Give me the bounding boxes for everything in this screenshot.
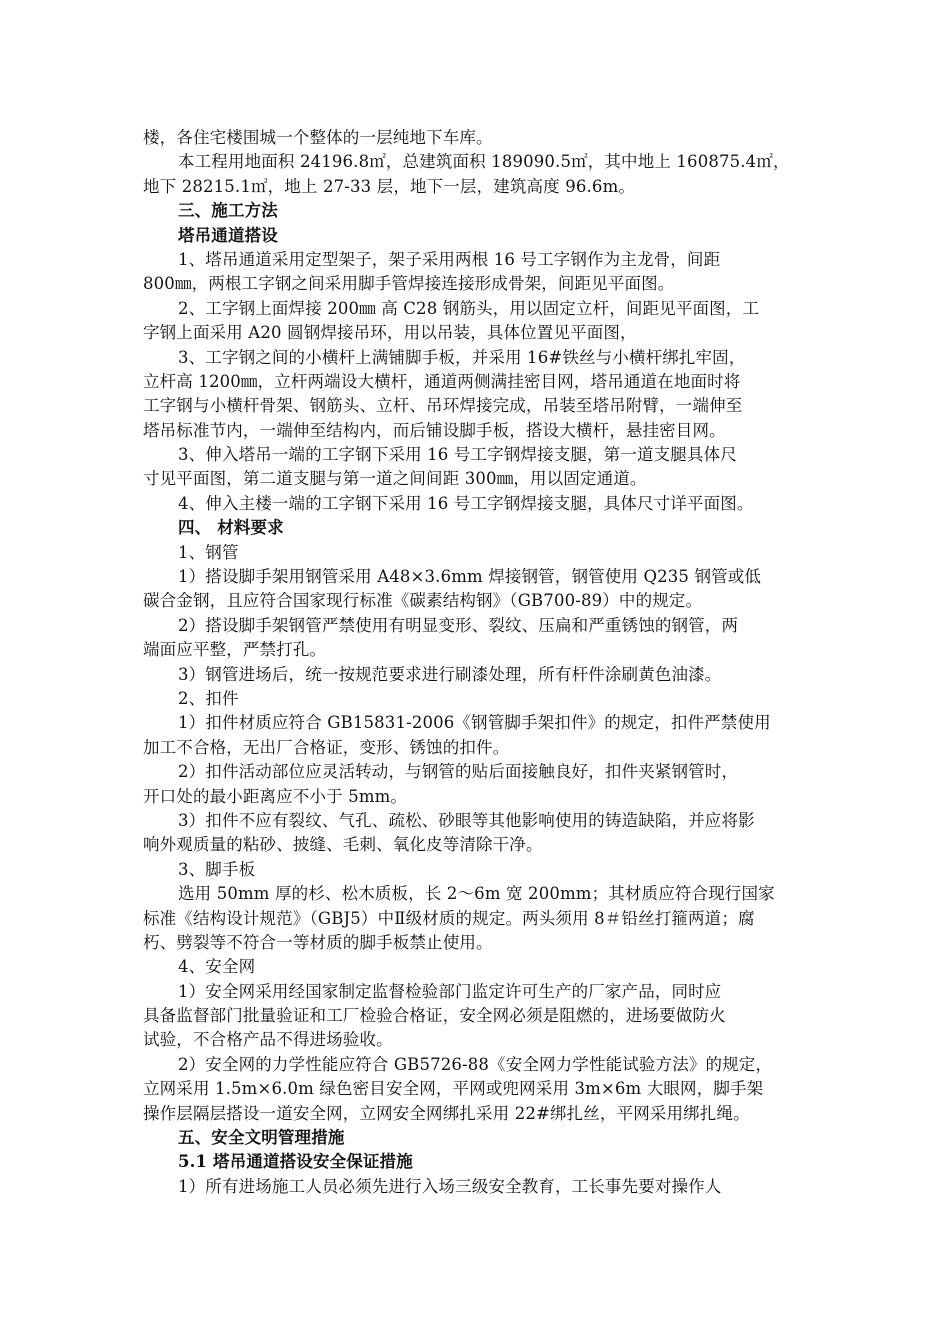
paragraph-line: 工字钢与小横杆骨架、钢筋头、立杆、吊环焊接完成，吊装至塔吊附臂，一端伸至 (143, 396, 743, 416)
paragraph-line: 试验，不合格产品不得进场验收。 (143, 1030, 393, 1050)
paragraph-line: 朽、劈裂等不符合一等材质的脚手板禁止使用。 (143, 932, 493, 952)
paragraph-line: 开口处的最小距离应不小于 5mm。 (143, 786, 408, 806)
document-body (143, 126, 818, 1199)
item-heading: 1、钢管 (178, 542, 239, 562)
paragraph-line: 端面应平整，严禁打孔。 (143, 640, 327, 660)
paragraph-line: 800㎜，两根工字钢之间采用脚手管焊接连接形成骨架，间距见平面图。 (143, 274, 675, 294)
item-heading: 2、扣件 (178, 688, 239, 708)
paragraph-line: 1）所有进场施工人员必须先进行入场三级安全教育，工长事先要对操作人 (178, 1176, 722, 1196)
subsection-heading: 塔吊通道搭设 (178, 225, 278, 245)
paragraph-line: 寸见平面图，第二道支腿与第一道之间间距 300㎜，用以固定通道。 (143, 469, 647, 489)
paragraph-line: 2）搭设脚手架钢管严禁使用有明显变形、裂纹、压扁和严重锈蚀的钢管，两 (178, 615, 739, 635)
paragraph-line: 4、伸入主楼一端的工字钢下采用 16 号工字钢焊接支腿，具体尺寸详平面图。 (178, 493, 754, 513)
paragraph-line: 地下 28215.1㎡，地上 27-33 层，地下一层，建筑高度 96.6m。 (143, 176, 636, 196)
item-heading: 3、脚手板 (178, 859, 256, 879)
item-heading: 4、安全网 (178, 957, 256, 977)
paragraph-line: 1）安全网采用经国家制定监督检验部门监定许可生产的厂家产品，同时应 (178, 981, 722, 1001)
paragraph-line: 3、工字钢之间的小横杆上满铺脚手板，并采用 16#铁丝与小横杆绑扎牢固， (178, 347, 746, 367)
paragraph-line: 响外观质量的粘砂、披缝、毛刺、氧化皮等清除干净。 (143, 835, 543, 855)
section-heading: 三、施工方法 (178, 201, 278, 221)
paragraph-line: 字钢上面采用 A20 圆钢焊接吊环，用以吊装，具体位置见平面图， (143, 323, 637, 343)
paragraph-line: 立网采用 1.5m×6.0m 绿色密目安全网，平网或兜网采用 3m×6m 大眼网，脚手架 (143, 1079, 764, 1099)
paragraph-line: 1、塔吊通道采用定型架子，架子采用两根 16 号工字钢作为主龙骨，间距 (178, 249, 721, 269)
paragraph-line: 3）扣件不应有裂纹、气孔、疏松、砂眼等其他影响使用的铸造缺陷，并应将影 (178, 810, 755, 830)
paragraph-line: 立杆高 1200㎜，立杆两端设大横杆，通道两侧满挂密目网，塔吊通道在地面时将 (143, 371, 741, 391)
section-heading: 四、 材料要求 (178, 518, 284, 538)
paragraph-line: 3）钢管进场后，统一按规范要求进行刷漆处理，所有杆件涂刷黄色油漆。 (178, 664, 722, 684)
section-heading: 五、安全文明管理措施 (178, 1128, 345, 1148)
paragraph-line: 1）搭设脚手架用钢管采用 A48×3.6mm 焊接钢管，钢管使用 Q235 钢管或低 (178, 567, 762, 587)
paragraph-line: 2）安全网的力学性能应符合 GB5726-88《安全网力学性能试验方法》的规定， (178, 1054, 773, 1074)
paragraph-line: 选用 50mm 厚的杉、松木质板，长 2～6m 宽 200mm；其材质应符合现行国家 (178, 884, 775, 904)
paragraph-line: 操作层隔层搭设一道安全网，立网安全网绑扎采用 22#绑扎丝，平网采用绑扎绳。 (143, 1103, 750, 1123)
paragraph-line: 标准《结构设计规范》（GBJ5）中Ⅱ级材质的规定。两头须用 8＃铅丝打箍两道；腐 (143, 908, 755, 928)
paragraph-line: 楼，各住宅楼围城一个整体的一层纯地下车库。 (143, 128, 493, 147)
paragraph-line: 塔吊标准节内，一端伸至结构内，而后铺设脚手板，搭设大横杆，悬挂密目网。 (143, 420, 726, 440)
paragraph-line: 2）扣件活动部位应灵活转动，与钢管的贴后面接触良好，扣件夹紧钢管时， (178, 762, 739, 782)
paragraph-line: 具备监督部门批量验证和工厂检验合格证，安全网必须是阻燃的，进场要做防火 (143, 1006, 726, 1026)
subsection-heading: 5.1 塔吊通道搭设安全保证措施 (178, 1152, 413, 1172)
paragraph-line: 1）扣件材质应符合 GB15831-2006《钢管脚手架扣件》的规定，扣件严禁使用 (178, 713, 771, 733)
paragraph-line: 3、伸入塔吊一端的工字钢下采用 16 号工字钢焊接支腿，第一道支腿具体尺 (178, 445, 737, 465)
paragraph-line: 碳合金钢，且应符合国家现行标准《碳素结构钢》（GB700-89）中的规定。 (143, 591, 703, 611)
paragraph-line: 本工程用地面积 24196.8㎡，总建筑面积 189090.5㎡，其中地上 160875.4㎡， (178, 152, 790, 172)
paragraph-line: 加工不合格，无出厂合格证，变形、锈蚀的扣件。 (143, 737, 510, 757)
paragraph-line: 2、工字钢上面焊接 200㎜ 高 C28 钢筋头，用以固定立杆，间距见平面图，工 (178, 298, 760, 318)
